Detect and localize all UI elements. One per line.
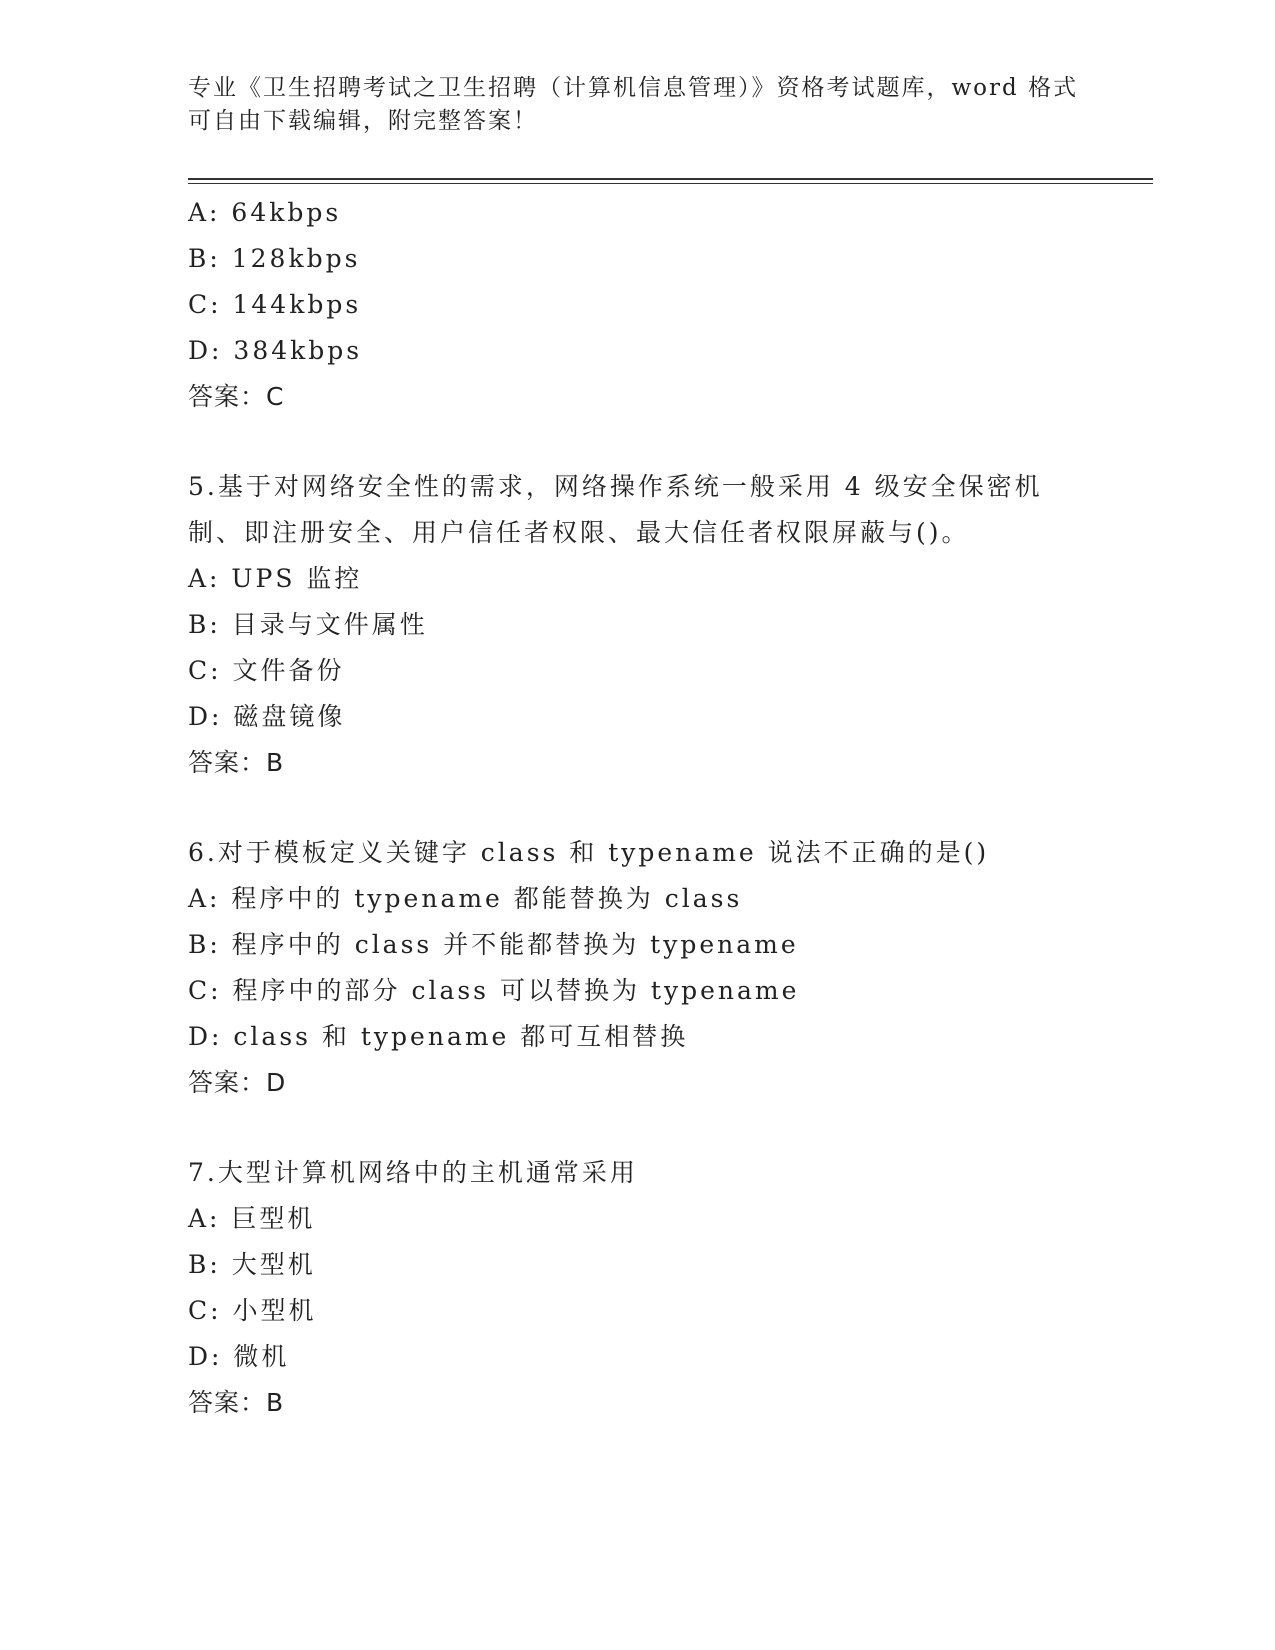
- option-a: A: 巨型机: [188, 1204, 316, 1233]
- option-b: B: 128kbps: [188, 244, 361, 273]
- answer: 答案：B: [188, 1388, 285, 1417]
- header-divider-thick: [188, 178, 1153, 180]
- question-stem: 6.对于模板定义关键字 class 和 typename 说法不正确的是(): [188, 838, 990, 867]
- option-c: C: 文件备份: [188, 656, 345, 685]
- answer: 答案：D: [188, 1068, 287, 1097]
- option-c: C: 程序中的部分 class 可以替换为 typename: [188, 976, 800, 1005]
- option-b: B: 目录与文件属性: [188, 610, 428, 639]
- question-5: [188, 464, 1088, 786]
- option-a: A: 64kbps: [188, 198, 342, 227]
- document-header: [188, 72, 1088, 138]
- option-b: B: 程序中的 class 并不能都替换为 typename: [188, 930, 799, 959]
- question-stem-line-1: 5.基于对网络安全性的需求，网络操作系统一般采用 4 级安全保密机: [188, 472, 1043, 501]
- question-7: [188, 1150, 1088, 1426]
- answer: 答案：B: [188, 748, 285, 777]
- question-stem-line-2: 制、即注册安全、用户信任者权限、最大信任者权限屏蔽与()。: [188, 518, 970, 547]
- question-stem: 7.大型计算机网络中的主机通常采用: [188, 1158, 638, 1187]
- option-a: A: UPS 监控: [188, 564, 363, 593]
- answer: 答案：C: [188, 382, 285, 411]
- header-line-2: 可自由下载编辑，附完整答案！: [188, 108, 538, 134]
- header-divider-thin: [188, 183, 1153, 184]
- option-d: D: class 和 typename 都可互相替换: [188, 1022, 689, 1051]
- question-4: [188, 190, 1088, 420]
- question-list: [188, 190, 1088, 1426]
- option-d: D: 磁盘镜像: [188, 702, 346, 731]
- option-c: C: 小型机: [188, 1296, 317, 1325]
- option-b: B: 大型机: [188, 1250, 316, 1279]
- header-line-1: 专业《卫生招聘考试之卫生招聘（计算机信息管理）》资格考试题库，word 格式: [188, 75, 1079, 101]
- question-6: [188, 830, 1088, 1106]
- option-c: C: 144kbps: [188, 290, 362, 319]
- option-d: D: 微机: [188, 1342, 290, 1371]
- option-d: D: 384kbps: [188, 336, 363, 365]
- option-a: A: 程序中的 typename 都能替换为 class: [188, 884, 743, 913]
